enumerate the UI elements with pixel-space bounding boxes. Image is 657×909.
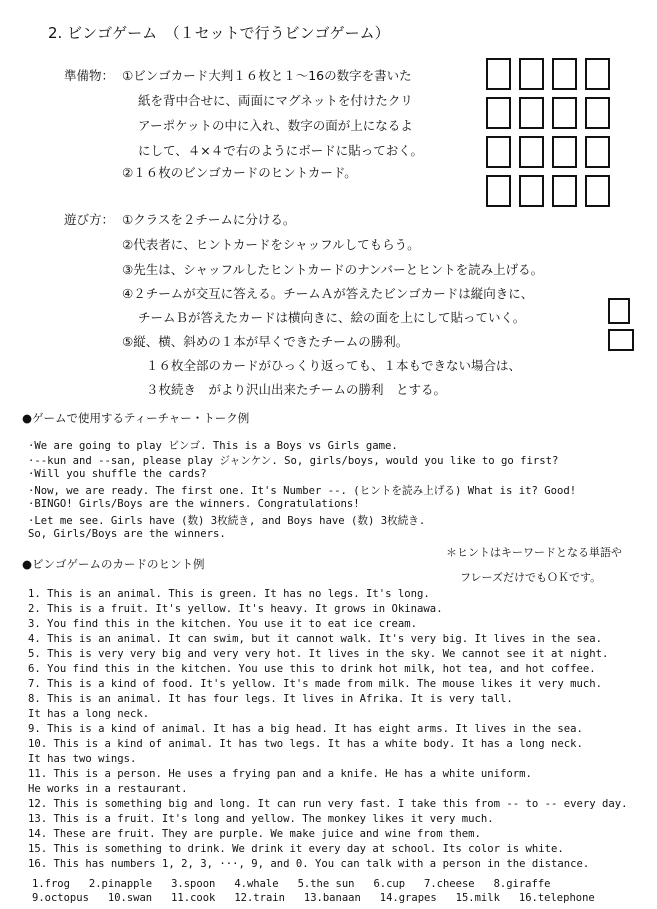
bingo-card-slot (519, 175, 544, 207)
answer-row (32, 892, 595, 904)
play-line: ⑤縦、横、斜めの１本が早くできたチームの勝利。 (122, 334, 409, 349)
answer-item: 8.giraffe (493, 878, 551, 890)
hint-line: It has a long neck. (28, 708, 150, 720)
play-line: ④２チームが交互に答える。チームＡが答えたビンゴカードは縦向きに、 (122, 286, 534, 301)
hint-line: 4. This is an animal. It can swim, but it cannot walk. It's very big. It lives in the sea. (28, 633, 603, 645)
bingo-card-slot (486, 136, 511, 168)
talk-line: ·Now, we are ready. The first one. It's Number --. (ヒントを読み上げる) What is it? Good! (28, 485, 577, 497)
answer-item: 3.spoon (171, 878, 216, 890)
answer-item: 10.swan (107, 892, 153, 904)
hint-line: 13. This is a fruit. It's long and yellow. The monkey likes it very much. (28, 813, 494, 825)
answer-item: 1.frog (32, 878, 70, 890)
hint-line: He works in a restaurant. (28, 783, 188, 795)
hint-line: 16. This has numbers 1, 2, 3, ···, 9, and 0. You can talk with a person in the distance. (28, 858, 590, 870)
answer-item: 16.telephone (518, 892, 595, 904)
play-line: ①クラスを２チームに分ける。 (122, 212, 296, 227)
hint-line: 10. This is a kind of animal. It has two legs. It has a white body. It has a long neck. (28, 738, 583, 750)
bingo-board-diagram (486, 58, 610, 210)
prep-line: ②１６枚のビンゴカードのヒントカード。 (122, 165, 357, 180)
bingo-card-slot (519, 136, 544, 168)
answer-item: 13.banaan (303, 892, 361, 904)
hint-line: 14. These are fruit. They are purple. We make juice and wine from them. (28, 828, 481, 840)
hint-line: 11. This is a person. He uses a frying pan and a knife. He has a white uniform. (28, 768, 532, 780)
page-title: 2. ビンゴゲーム （１セットで行うビンゴゲーム） (48, 24, 390, 42)
vertical-card-icon (608, 298, 630, 324)
bingo-card-slot (486, 58, 511, 90)
hint-line: 12. This is something big and long. It can run very fast. I take this from -- to -- every day. (28, 798, 628, 810)
horizontal-card-icon (608, 329, 634, 351)
play-line: ３枚続き がより沢山出来たチームの勝利 とする。 (146, 382, 447, 397)
hint-line: 5. This is very very big and very very hot. It lives in the sky. We cannot see it at night. (28, 648, 609, 660)
answer-item: 9.octopus (32, 892, 89, 904)
bingo-card-slot (585, 136, 610, 168)
hint-line: It has two wings. (28, 753, 137, 765)
talk-line: So, Girls/Boys are the winners. (28, 528, 226, 540)
answer-item: 5.the sun (297, 878, 355, 890)
answer-item: 7.cheese (424, 878, 475, 890)
hint-line: 8. This is an animal. It has four legs. It lives in Afrika. It is very tall. (28, 693, 513, 705)
bingo-card-slot (552, 58, 577, 90)
bingo-card-slot (585, 97, 610, 129)
hints-note: フレーズだけでもＯＫです。 (460, 571, 602, 584)
answer-item: 11.cook (171, 892, 216, 904)
play-line: チームＢが答えたカードは横向きに、絵の面を上にして貼っていく。 (138, 310, 526, 325)
prep-line: にして、４×４で右のようにボードに貼っておく。 (138, 143, 423, 158)
prep-line: アーポケットの中に入れ、数字の面が上になるよ (138, 118, 413, 133)
answer-item: 15.milk (455, 892, 500, 904)
talk-line: ·--kun and --san, please play ジャンケン. So, girls/boys, would you like to go first? (28, 455, 559, 467)
bingo-card-slot (585, 58, 610, 90)
play-line: ③先生は、シャッフルしたヒントカードのナンバーとヒントを読み上げる。 (122, 262, 544, 277)
hint-line: 2. This is a fruit. It's yellow. It's heavy. It grows in Okinawa. (28, 603, 443, 615)
play-line: １６枚全部のカードがひっくり返っても、１本もできない場合は、 (146, 358, 522, 373)
hint-line: 6. You find this in the kitchen. You use this to drink hot milk, hot tea, and hot coffee. (28, 663, 596, 675)
bingo-card-slot (486, 175, 511, 207)
bingo-card-slot (552, 175, 577, 207)
bingo-card-slot (519, 97, 544, 129)
bingo-card-slot (486, 97, 511, 129)
answer-item: 2.pinapple (88, 878, 153, 890)
answer-row (32, 878, 550, 890)
hints-heading: ●ビンゴゲームのカードのヒント例 (22, 557, 205, 571)
talk-line: ·BINGO! Girls/Boys are the winners. Congratulations! (28, 498, 360, 510)
hint-line: 3. You find this in the kitchen. You use it to eat ice cream. (28, 618, 418, 630)
bingo-card-slot (585, 175, 610, 207)
bingo-card-slot (552, 97, 577, 129)
play-line: ②代表者に、ヒントカードをシャッフルしてもらう。 (122, 237, 420, 252)
hint-line: 7. This is a kind of food. It's yellow. It's made from milk. The mouse likes it very much. (28, 678, 603, 690)
talk-line: ·We are going to play ビンゴ. This is a Boys vs Girls game. (28, 440, 398, 452)
hints-note: ＊ヒントはキーワードとなる単語や (446, 546, 622, 559)
play-label: 遊び方： (64, 212, 115, 227)
talk-line: ·Let me see. Girls have (数) 3枚続き, and Boys have (数) 3枚続き. (28, 515, 426, 527)
prep-line: ①ビンゴカード大判１６枚と１～16の数字を書いた (122, 68, 412, 83)
answer-item: 14.grapes (379, 892, 437, 904)
hint-line: 15. This is something to drink. We drink it every day at school. Its color is white. (28, 843, 564, 855)
bingo-card-slot (519, 58, 544, 90)
hint-line: 1. This is an animal. This is green. It has no legs. It's long. (28, 588, 430, 600)
answer-item: 6.cup (373, 878, 406, 890)
prep-line: 紙を背中合せに、両面にマグネットを付けたクリ (138, 93, 413, 108)
talk-line: ·Will you shuffle the cards? (28, 468, 207, 480)
hint-line: 9. This is a kind of animal. It has a big head. It has eight arms. It lives in the sea. (28, 723, 583, 735)
talk-heading: ●ゲームで使用するティーチャー・トーク例 (22, 411, 250, 425)
answer-item: 4.whale (234, 878, 279, 890)
answer-item: 12.train (234, 892, 285, 904)
bingo-card-slot (552, 136, 577, 168)
prep-label: 準備物： (64, 68, 115, 83)
